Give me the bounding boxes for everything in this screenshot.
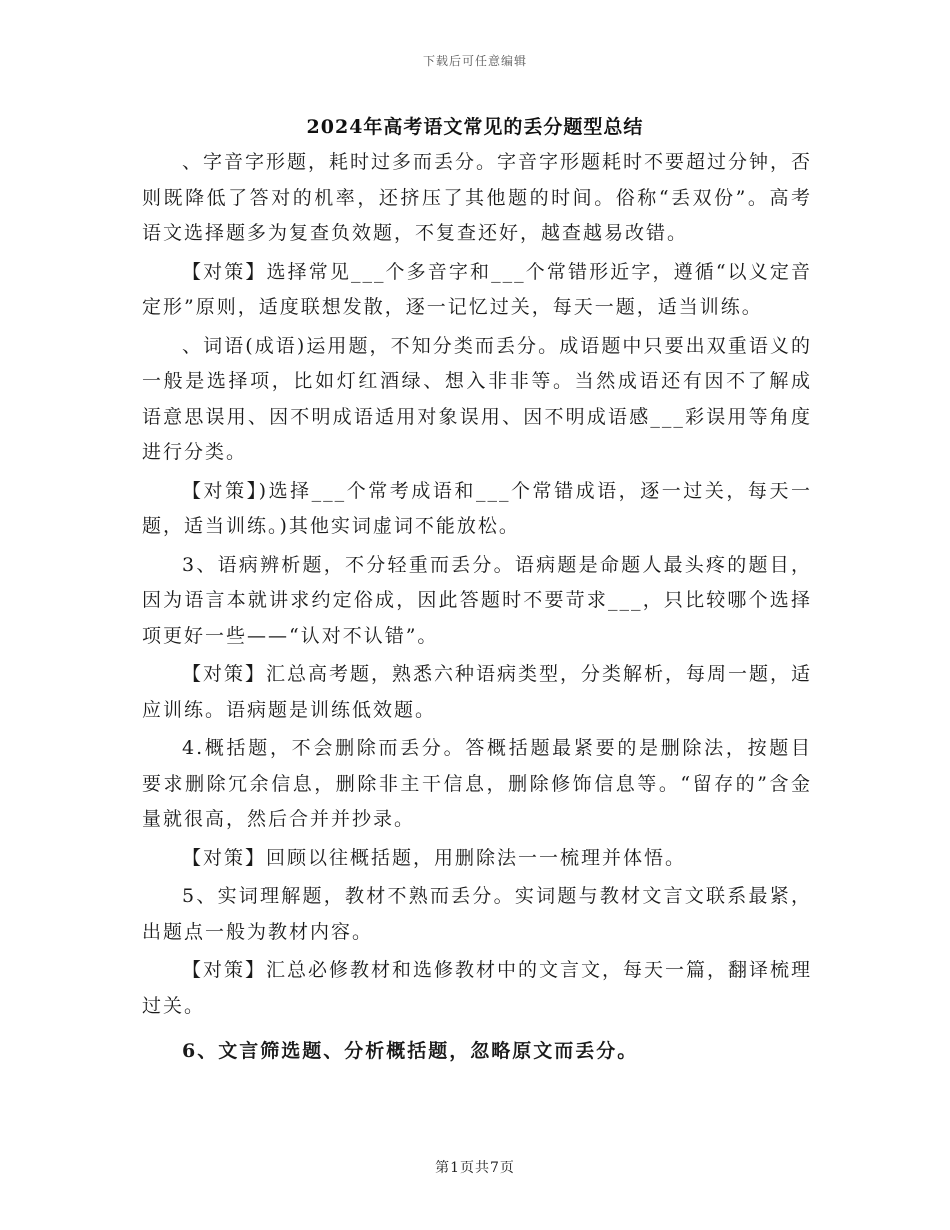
paragraph-1: 、字音字形题，耗时过多而丢分。字音字形题耗时不要超过分钟，否则既降低了答对的机率，还挤压了其他题的时间。俗称“丢双份”。高考语文选择题多为复查负效题，不复查还好，越查越易改错。 [142,151,813,244]
paragraph-3: 、词语(成语)运用题，不知分类而丢分。成语题中只要出双重语义的一般是选择项，比如灯红酒绿、想入非非等。当然成语还有因不了解成语意思误用、因不明成语适用对象误用、因不明成语感___彩误用等角度进行分类。 [142,334,812,463]
paragraph-9: 5、实词理解题，教材不熟而丢分。实词题与教材文言文联系最紧，出题点一般为教材内容。 [142,885,812,943]
section-heading: 6、文言筛选题、分析概括题，忽略原文而丢分。 [182,1040,639,1062]
paragraph-8: 【对策】回顾以往概括题，用删除法一一梳理并体悟。 [182,846,687,869]
header-note: 下载后可任意编辑 [422,54,527,68]
paragraph-10: 【对策】汇总必修教材和选修教材中的文言文，每天一篇，翻译梳理过关。 [142,959,813,1017]
document-body [142,145,812,1073]
paragraph-2: 【对策】选择常见___个多音字和___个常错形近字，遵循“以义定音定形”原则，适度联想发散，逐一记忆过关，每天一题，适当训练。 [142,260,812,318]
paragraph-6: 【对策】汇总高考题，熟悉六种语病类型，分类解析，每周一题，适应训练。语病题是训练低效题。 [142,663,813,721]
document-title: 2024年高考语文常见的丢分题型总结 [306,116,644,138]
page-footer: 第1页共7页 [435,1160,515,1176]
paragraph-4: 【对策】)选择___个常考成语和___个常错成语，逐一过关，每天一题，适当训练。)其他实词虚词不能放松。 [142,479,812,537]
paragraph-5: 3、语病辨析题，不分轻重而丢分。语病题是命题人最头疼的题目，因为语言本就讲求约定俗成，因此答题时不要苛求___，只比较哪个选择项更好一些——“认对不认错”。 [142,553,812,647]
paragraph-7: 4.概括题，不会删除而丢分。答概括题最紧要的是删除法，按题目要求删除冗余信息，删除非主干信息，删除修饰信息等。“留存的”含金量就很高，然后合并并抄录。 [142,737,812,830]
